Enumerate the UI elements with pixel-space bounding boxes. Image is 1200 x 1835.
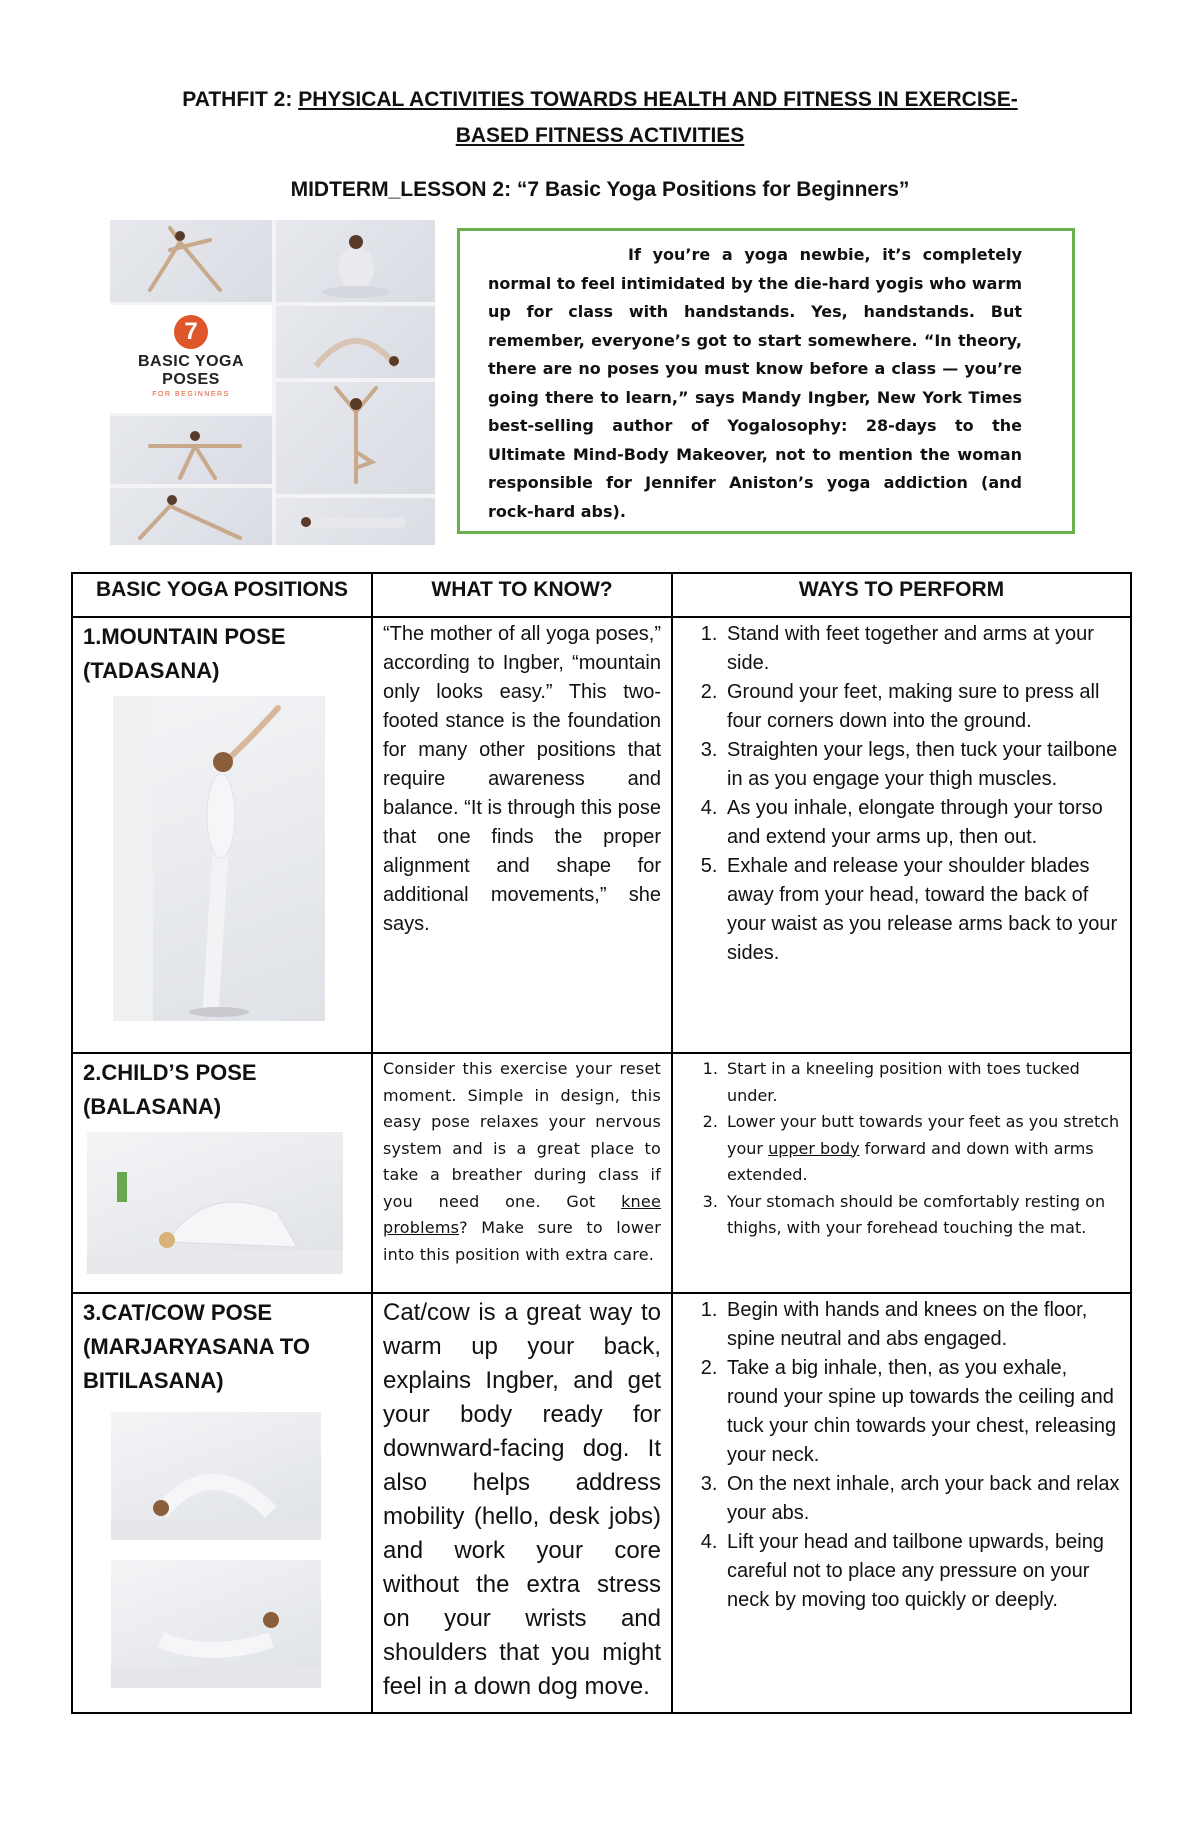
list-item: 2. Take a big inhale, then, as you exhale, round your spine up towards the ceiling and tuck your chin towards your chest, releasing your neck. bbox=[723, 1354, 1120, 1470]
list-item-text: forward and down with arms extended. bbox=[727, 1138, 1094, 1184]
ways-cell bbox=[672, 1053, 1131, 1293]
know-text: Cat/cow is a great way to warm up your back, explains Ingber, and get your body ready for downward-facing dog. It also helps address mobility (hello, desk jobs) and work your core without the extra stress on your wrists and shoulders that you might feel in a down dog move. bbox=[383, 1299, 661, 1700]
list-item: 3. On the next inhale, arch your back and relax your abs. bbox=[723, 1470, 1120, 1528]
list-item-text: Lower your butt towards your feet as you stretch your bbox=[727, 1112, 1120, 1158]
intro-text: If you’re a yoga newbie, it’s completely normal to feel intimidated by the die-hard yogis who warm up for class with handstands. Yes, handstands. But remember, everyone’s got to start somewhere. “In theory, there are no poses you must know before a class — you’re going there to learn,” says Mandy Ingber, New York Times best-selling author of Yogalosophy: 28-days to the Ultimate Mind-Body Makeover, not to mention the woman responsible for Jennifer Aniston’s yoga addiction (and rock-hard abs). bbox=[488, 245, 1022, 521]
table-row bbox=[72, 1293, 1131, 1713]
pose-name-line2: (TADASANA) bbox=[83, 658, 220, 683]
cat-pose-image bbox=[111, 1412, 321, 1540]
header-what-to-know: WHAT TO KNOW? bbox=[372, 573, 672, 617]
list-item: 2. Ground your feet, making sure to press all four corners down into the ground. bbox=[723, 678, 1120, 736]
ways-cell bbox=[672, 617, 1131, 1053]
yoga-positions-table bbox=[71, 572, 1132, 1714]
pose-name-line1: 3.CAT/COW POSE bbox=[83, 1300, 273, 1325]
pose-cell bbox=[72, 1293, 372, 1713]
lesson-title: MIDTERM_LESSON 2: “7 Basic Yoga Positions for Beginners” bbox=[290, 178, 910, 201]
ways-list bbox=[683, 620, 1120, 968]
collage-photo-tree bbox=[276, 382, 435, 494]
list-item: 1. Start in a kneeling position with toes tucked under. bbox=[723, 1056, 1120, 1109]
course-prefix: PATHFIT 2: bbox=[182, 88, 299, 111]
table-row bbox=[72, 1053, 1131, 1293]
header-positions: BASIC YOGA POSITIONS bbox=[72, 573, 372, 617]
list-item: 1. Stand with feet together and arms at your side. bbox=[723, 620, 1120, 678]
pose-cell bbox=[72, 1053, 372, 1293]
list-item bbox=[723, 1109, 1120, 1189]
ways-cell bbox=[672, 1293, 1131, 1713]
course-title-line2: BASED FITNESS ACTIVITIES bbox=[455, 124, 745, 147]
mountain-pose-image bbox=[113, 696, 325, 1021]
knee-problems-link[interactable]: knee problems bbox=[383, 1191, 661, 1237]
pose-name-line3: BITILASANA) bbox=[83, 1368, 224, 1393]
ways-list bbox=[683, 1296, 1120, 1615]
collage-photo-bend bbox=[276, 306, 435, 378]
pose-name-line1: 1.MOUNTAIN POSE bbox=[83, 624, 286, 649]
badge-number: 7 bbox=[174, 315, 208, 349]
list-item: 4. As you inhale, elongate through your torso and extend your arms up, then out. bbox=[723, 794, 1120, 852]
know-text bbox=[383, 1056, 661, 1268]
collage-photo-warrior2 bbox=[110, 416, 272, 484]
list-item: 3. Straighten your legs, then tuck your tailbone in as you engage your thigh muscles. bbox=[723, 736, 1120, 794]
header-ways-to-perform: WAYS TO PERFORM bbox=[672, 573, 1131, 617]
know-cell bbox=[372, 617, 672, 1053]
pose-name-line1: 2.CHILD’S POSE bbox=[83, 1060, 257, 1085]
list-item: 5. Exhale and release your shoulder blades away from your head, toward the back of your waist as you release arms back to your sides. bbox=[723, 852, 1120, 968]
know-text: “The mother of all yoga poses,” according to Ingber, “mountain only looks easy.” This two-footed stance is the foundation for many other positions that require awareness and balance. “It is through this pose that one finds the proper alignment and shape for additional movements,” she says. bbox=[383, 623, 661, 935]
table-row bbox=[72, 617, 1131, 1053]
childs-pose-image bbox=[87, 1132, 343, 1274]
badge-subtitle: FOR BEGINNERS bbox=[152, 391, 230, 398]
know-text-part: Consider this exercise your reset moment. Simple in design, this easy pose relaxes your nervous system and is a great place to take a breather during class if you need one. Got bbox=[383, 1059, 661, 1211]
yoga-collage-image bbox=[110, 220, 435, 545]
upper-body-link[interactable]: upper body bbox=[768, 1138, 860, 1158]
pose-name-line2: (BALASANA) bbox=[83, 1094, 222, 1119]
course-title-line1 bbox=[0, 88, 1200, 112]
course-title: PHYSICAL ACTIVITIES TOWARDS HEALTH AND FITNESS IN EXERCISE- bbox=[298, 88, 1018, 111]
know-cell bbox=[372, 1053, 672, 1293]
know-cell bbox=[372, 1293, 672, 1713]
list-item: 4. Lift your head and tailbone upwards, being careful not to place any pressure on your neck by moving too quickly or deeply. bbox=[723, 1528, 1120, 1615]
pose-cell bbox=[72, 617, 372, 1053]
collage-photo-seated bbox=[276, 220, 435, 302]
list-item: 1. Begin with hands and knees on the floor, spine neutral and abs engaged. bbox=[723, 1296, 1120, 1354]
collage-badge bbox=[110, 305, 272, 413]
list-item: 3. Your stomach should be comfortably resting on thighs, with your forehead touching the mat. bbox=[723, 1189, 1120, 1242]
cow-pose-image bbox=[111, 1560, 321, 1688]
pose-name-line2: (MARJARYASANA TO bbox=[83, 1334, 310, 1359]
collage-photo-lunge bbox=[110, 488, 272, 545]
know-text-part: ? Make sure to lower into this position with extra care. bbox=[383, 1218, 661, 1264]
ways-list bbox=[683, 1056, 1120, 1242]
badge-title: BASIC YOGA POSES bbox=[137, 353, 245, 388]
intro-box bbox=[457, 228, 1075, 534]
table-header-row bbox=[72, 573, 1131, 617]
collage-photo-warrior bbox=[110, 220, 272, 302]
collage-photo-lying bbox=[276, 498, 435, 545]
